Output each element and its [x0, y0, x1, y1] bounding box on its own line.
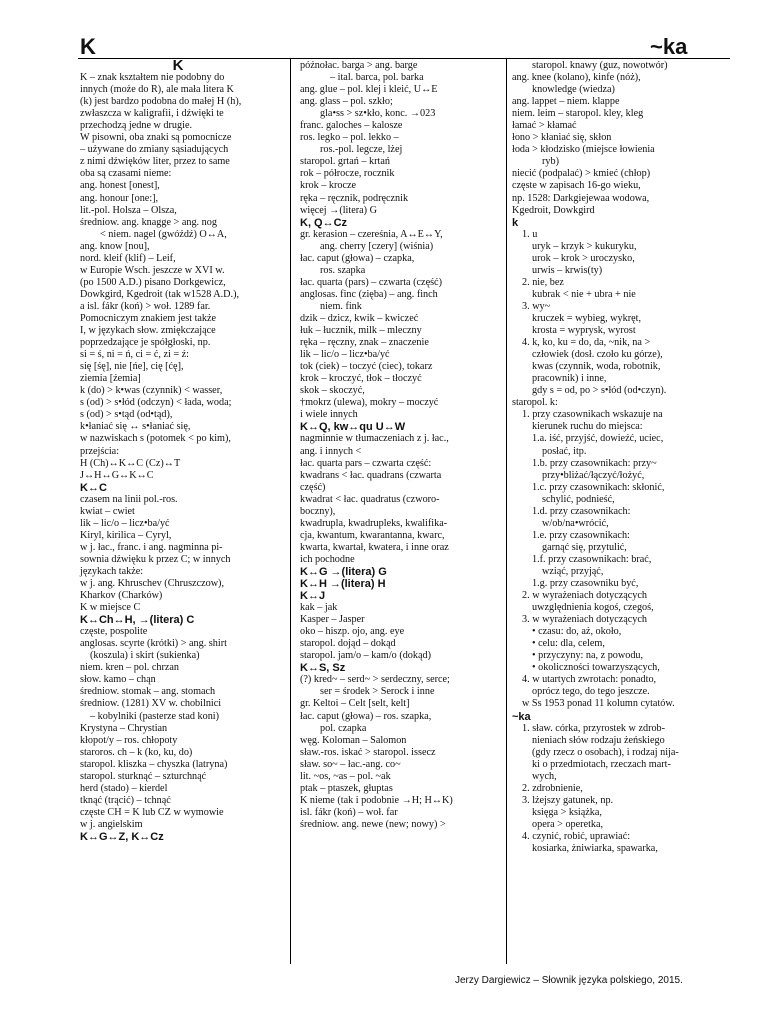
entry-line: w j. łac., franc. i ang. nagminna pi-: [80, 541, 223, 553]
entry-line: k (do) > k•was (czynnik) < wasser,: [80, 385, 223, 397]
entry-line: wych,: [532, 770, 557, 782]
entry-line: kwadrupla, kwadrupleks, kwalifika-: [300, 517, 448, 529]
entry-line: więcej →(litera) G: [300, 204, 377, 216]
entry-line: czasem na linii pol.-ros.: [80, 493, 178, 505]
entry-line: pol. czapka: [320, 722, 367, 734]
entry-line: uwzględnienia kogoś, czegoś,: [532, 602, 654, 614]
entry-line: gr. kerasion – czereśnia, A↔E↔Y,: [300, 228, 443, 240]
entry-line: w Ss 1953 ponad 11 kolumn cytatów.: [522, 698, 675, 710]
entry-line: 2. zdrobnienie,: [522, 782, 583, 794]
entry-line: s (od) > s•łód (odczyn) < łada, woda;: [80, 397, 232, 409]
entry-line: 1.d. przy czasownikach:: [532, 505, 631, 517]
entry-line: (po 1500 A.D.) pisano Dorkgewicz,: [80, 276, 226, 288]
entry-line: ki o przedmiotach, rzeczach mart-: [532, 758, 671, 770]
entry-line: ang. knee (kolano), kinfe (nóż),: [512, 72, 641, 84]
entry-line: się [śę], nie [ńe], cię [ćę],: [80, 361, 184, 373]
column-1: [80, 57, 276, 843]
entry-line: staropol. knawy (guz, nowotwór): [532, 60, 668, 71]
entry-line: sław.-ros. iskać > staropol. issecz: [300, 746, 436, 758]
section-heading: ~ka: [512, 710, 531, 723]
entry-line: ros. szapka: [320, 264, 366, 276]
entry-line: człowiek (dosł. czoło ku górze),: [532, 349, 663, 361]
entry-line: ich pochodne: [300, 553, 355, 565]
entry-line: ang. glass – pol. szkło;: [300, 96, 393, 108]
entry-line: K w miejsce C: [80, 602, 141, 614]
entry-line: staropol. grtań – krtań: [300, 156, 390, 168]
entry-line: 2. w wyrażeniach dotyczących: [522, 590, 648, 602]
entry-line: łac. caput (głowa) – ros. szapka,: [300, 710, 432, 722]
section-heading: K↔J: [300, 590, 326, 603]
entry-line: łac. caput (głowa) – czapka,: [300, 252, 415, 264]
entry-line: ang. honest [onest],: [80, 180, 160, 192]
entry-line: kwarta, kwartał, kwatera, i inne oraz: [300, 541, 449, 553]
entry-line: w j. angielskim: [80, 818, 143, 830]
entry-line: gr. Keltoi – Celt [selt, kelt]: [300, 698, 410, 710]
entry-line: krosta = wyprysk, wyrost: [532, 325, 636, 337]
entry-line: herd (stado) – kierdel: [80, 782, 168, 794]
entry-line: lit. ~os, ~as – pol. ~ak: [300, 770, 391, 782]
section-heading: K: [172, 57, 184, 74]
entry-line: niecić (podpalać) > kmieć (chłop): [512, 168, 651, 180]
entry-line: franc. galoches – kalosze: [300, 120, 403, 132]
entry-line: Pomocniczym znakiem jest także: [80, 312, 217, 324]
entry-line: Kiryl, kirilica – Cyryl,: [80, 529, 172, 541]
entry-line: staropol. kliszka – chyszka (latryna): [80, 758, 228, 770]
entry-line: nord. kleif (klif) – Leif,: [80, 252, 176, 264]
entry-line: częste CH = K lub CZ w wymowie: [80, 806, 224, 818]
entry-line: sław. so~ – łac.-ang. co~: [300, 758, 401, 770]
entry-line: częste w zapisach 16-go wieku,: [512, 180, 641, 192]
entry-line: K nieme (tak i podobnie →H; H↔K): [300, 794, 453, 806]
entry-line: ang. i innych <: [300, 445, 362, 457]
entry-line: łono > kłaniać się, skłon: [512, 132, 612, 144]
section-heading: K↔H →(litera) H: [300, 578, 386, 591]
entry-line: przejścia:: [80, 445, 120, 457]
entry-line: < niem. nagel (gwóźdź) O↔A,: [100, 228, 227, 240]
entry-line: w Europie Wsch. jeszcze w XVI w.: [80, 264, 225, 276]
entry-line: wziąć, przyjąć,: [542, 565, 604, 577]
entry-line: kierunek ruchu do miejsca:: [532, 421, 643, 433]
entry-line: słow. kamo – chąn: [80, 674, 156, 686]
entry-line: 1.g. przy czasowniku być,: [532, 578, 639, 590]
entry-line: średniow. ang. knagge > ang. nog: [80, 216, 217, 228]
entry-line: krok – kroczyć, tłok – tłoczyć: [300, 373, 422, 385]
entry-line: 1.a. iść, przyjść, dowieźć, uciec,: [532, 433, 664, 445]
entry-line: Dowkgird, Kgedroit (tak w1528 A.D.),: [80, 288, 240, 300]
entry-line: urwis – krwis(ty): [532, 264, 603, 276]
entry-line: łamać > kłamać: [512, 120, 577, 132]
entry-line: schylić, podnieść,: [542, 493, 615, 505]
entry-line: tok (ciek) – toczyć (ciec), tokarz: [300, 361, 433, 373]
entry-line: • przyczyny: na, z powodu,: [532, 650, 644, 662]
section-heading: K↔G →(litera) G: [300, 565, 387, 578]
entry-line: lit.-pol. Holsza – Olsza,: [80, 204, 177, 216]
entry-line: z nimi dźwięków liter, przez to same: [80, 156, 230, 168]
entry-line: językach także:: [80, 565, 144, 577]
entry-line: – ital. barca, pol. barka: [330, 72, 424, 84]
entry-line: 1.f. przy czasownikach: brać,: [532, 553, 652, 565]
entry-line: sownia dźwięku k przez C; w innych: [80, 553, 231, 565]
entry-line: – kobylniki (pasterze stad koni): [90, 710, 220, 722]
entry-line: część): [300, 481, 326, 493]
entry-line: łoda > kłodzisko (miejsce łowienia: [512, 144, 655, 156]
entry-line: Kgedroit, Dowkgird: [512, 204, 595, 216]
entry-line: isl. fákr (koń) – woł. far: [300, 806, 398, 818]
entry-line: przechodzą jedne w drugie.: [80, 120, 193, 132]
entry-line: staropol. dojąd – dokąd: [300, 638, 396, 650]
entry-line: średniow. ang. newe (new; nowy) >: [300, 818, 446, 830]
entry-line: częste, pospolite: [80, 626, 148, 638]
entry-line: oba są czasami nieme:: [80, 168, 172, 180]
entry-line: 1. sław. córka, przyrostek w zdrob-: [522, 722, 666, 734]
entry-line: 4. k, ko, ku = do, da, ~nik, na >: [522, 337, 651, 349]
entry-line: ang. glue – pol. klej i kleić, U↔E: [300, 84, 438, 96]
entry-line: ptak – ptaszek, głuptas: [300, 782, 393, 794]
entry-line: nieniach słów rodzaju żeńskiego: [532, 734, 665, 746]
entry-line: W pisowni, oba znaki są pomocnicze: [80, 132, 232, 144]
entry-line: ręka – ręczny, znak – znaczenie: [300, 337, 429, 349]
entry-line: ang. know [nou],: [80, 240, 150, 252]
entry-line: niem. kren – pol. chrzan: [80, 662, 180, 674]
entry-line: księga > książka,: [532, 806, 602, 818]
entry-line: urok – krok > uroczysko,: [532, 252, 635, 264]
entry-line: a isl. fákr (koń) > woł. 1289 far.: [80, 300, 211, 312]
entry-line: • czasu: do, aż, około,: [532, 626, 622, 638]
entry-line: węg. Koloman – Salomon: [300, 734, 407, 746]
entry-line: – używane do zmiany sąsiadujących: [80, 144, 229, 156]
entry-line: anglosas. finc (zięba) – ang. finch: [300, 288, 438, 300]
entry-line: w nazwiskach s (potomek < po kim),: [80, 433, 231, 445]
entry-line: rok – półrocze, rocznik: [300, 168, 395, 180]
entry-line: 3. lżejszy gatunek, np.: [522, 794, 614, 806]
entry-line: skok – skoczyć,: [300, 385, 365, 397]
entry-line: 1.b. przy czasownikach: przy~: [532, 457, 657, 469]
section-heading: K↔Q, kw↔qu U↔W: [300, 421, 406, 434]
entry-line: kwas (czynnik, woda, robotnik,: [532, 361, 661, 373]
entry-line: opera > operetka,: [532, 818, 604, 830]
entry-line: 4. czynić, robić, uprawiać:: [522, 831, 631, 842]
entry-line: anglosas. scyrte (krótki) > ang. shirt: [80, 638, 227, 650]
entry-line: tknąć (trącić) – tchnąć: [80, 794, 171, 806]
entry-line: i wiele innych: [300, 409, 358, 421]
section-heading: K↔C: [80, 481, 107, 494]
entry-line: 1.e. przy czasownikach:: [532, 529, 630, 541]
entry-line: (k) jest bardzo podobna do małej H (h),: [80, 96, 242, 108]
entry-line: innych (może do R), ale mała litera K: [80, 84, 234, 96]
entry-line: 3. wy~: [522, 300, 551, 312]
entry-line: H (Ch)↔K↔C (Cz)↔T: [80, 457, 181, 469]
entry-line: knowledge (wiedza): [532, 84, 615, 96]
entry-line: w/ob/na•wrócić,: [542, 517, 609, 529]
entry-line: np. 1528: Darkgiejewaa wodowa,: [512, 192, 650, 204]
column-divider: [506, 58, 507, 964]
column-2: [300, 60, 500, 831]
entry-line: niem. leim – staropol. kley, kleg: [512, 108, 644, 120]
entry-line: cja, kwantum, kwarantanna, kwarc,: [300, 529, 445, 541]
entry-line: staropol. k:: [512, 397, 558, 409]
entry-line: oprócz tego, do tego jeszcze.: [532, 686, 650, 698]
column-divider: [290, 58, 291, 964]
entry-line: zwłaszcza w kaligrafii, i dźwięki te: [80, 108, 224, 120]
entry-line: ros. legko – pol. lekko –: [300, 132, 399, 144]
footer-citation: Jerzy Dargiewicz – Słownik języka polskiego, 2015.: [455, 975, 683, 986]
entry-line: kłopot/y – ros. chłopoty: [80, 734, 178, 746]
entry-line: lik – lic/o – licz•ba/yć: [80, 517, 170, 529]
entry-line: 1.c. przy czasownikach: skłonić,: [532, 481, 665, 493]
entry-line: w j. ang. Khruschev (Chruszczow),: [80, 578, 224, 590]
entry-line: łac. quarta (pars) – czwarta (część): [300, 276, 442, 288]
entry-line: posłać, itp.: [542, 445, 587, 457]
entry-line: dzik – dzicz, kwik – kwiczeć: [300, 312, 419, 324]
entry-line: kruczek = wybieg, wykręt,: [532, 312, 641, 324]
entry-line: Krystyna – Chrystian: [80, 722, 168, 734]
entry-line: 2. nie, bez: [522, 276, 564, 288]
section-heading: K↔G↔Z, K↔Cz: [80, 831, 164, 843]
section-heading: K↔Ch↔H, →(litera) C: [80, 614, 195, 627]
entry-line: kak – jak: [300, 602, 338, 614]
entry-line: s (od) > s•tąd (od•tąd),: [80, 409, 173, 421]
entry-line: (koszula) i skirt (sukienka): [90, 650, 200, 662]
entry-line: ziemia [źemia]: [80, 373, 141, 385]
entry-line: późnołac. barga > ang. barge: [300, 60, 418, 71]
entry-line: k•łaniać się ↔ s•łaniać się,: [80, 421, 191, 433]
entry-line: • celu: dla, celem,: [532, 638, 605, 650]
entry-line: 1. u: [522, 228, 538, 240]
section-heading: K↔S, Sz: [300, 662, 346, 675]
entry-line: staroros. ch – k (ko, ku, do): [80, 746, 193, 758]
entry-line: przy•bliżać/łączyć/łożyć,: [542, 469, 645, 481]
entry-line: I, w językach słow. zmiękczające: [80, 325, 216, 337]
entry-line: garnąć się, przytulić,: [542, 541, 627, 553]
entry-line: nagminnie w tłumaczeniach z j. łac.,: [300, 433, 449, 445]
entry-line: ryb): [542, 156, 559, 168]
entry-line: ang. cherry [czery] (wiśnia): [320, 240, 434, 252]
entry-line: Kasper – Jasper: [300, 614, 365, 626]
section-heading: k: [512, 216, 519, 229]
entry-line: gla•ss > sz•kło, konc. →023: [320, 108, 436, 120]
entry-line: ros.-pol. legcze, lżej: [320, 144, 403, 156]
section-heading: K, Q↔Cz: [300, 216, 348, 229]
entry-line: staropol. jam/o – kam/o (dokąd): [300, 650, 431, 662]
entry-line: K – znak kształtem nie podobny do: [80, 72, 225, 84]
entry-line: (gdy rzecz o osobach), i rodzaj nija-: [532, 746, 679, 758]
entry-line: (?) kred~ – serd~ > serdeczny, serce;: [300, 674, 450, 686]
entry-line: średniow. stomak – ang. stomach: [80, 686, 216, 698]
entry-line: gdy s = od, po > s•łód (od•czyn).: [532, 385, 667, 397]
entry-line: kwadrans < łac. quadrans (czwarta: [300, 469, 442, 481]
entry-line: ang. honour [one:],: [80, 192, 159, 204]
entry-line: †mokrz (ulewa), mokry – moczyć: [300, 397, 439, 409]
entry-line: kwiat – cwiet: [80, 505, 135, 517]
entry-line: staropol. sturknąć – szturchnąć: [80, 770, 207, 782]
entry-line: J↔H↔G↔K↔C: [80, 469, 154, 481]
entry-line: • okoliczności towarzyszących,: [532, 662, 660, 674]
entry-line: łuk – łucznik, milk – mleczny: [300, 325, 422, 337]
entry-line: lik – lic/o – licz•ba/yć: [300, 349, 390, 361]
entry-line: pracownik) i inne,: [532, 373, 607, 385]
entry-line: kosiarka, żniwiarka, spawarka,: [532, 843, 658, 855]
entry-line: ręka – ręcznik, podręcznik: [300, 192, 409, 204]
entry-line: si = ś, ni = ń, ci = ć, zi = ź:: [80, 349, 189, 361]
entry-line: poprzedzające je spółgłoski, np.: [80, 337, 211, 349]
running-head-left: K: [80, 34, 96, 59]
entry-line: 4. w utartych zwrotach: ponadto,: [522, 674, 657, 686]
entry-line: łac. quarta pars – czwarta część:: [300, 457, 432, 469]
entry-line: kubrak < nie + ubra + nie: [532, 288, 636, 300]
entry-line: średniow. (1281) XV w. chobilnici: [80, 698, 222, 710]
entry-line: Kharkov (Charków): [80, 590, 163, 602]
entry-line: oko – hiszp. ojo, ang. eye: [300, 626, 405, 638]
entry-line: kwadrat < łac. quadratus (czworo-: [300, 493, 440, 505]
running-head-right: ~ka: [650, 34, 688, 59]
entry-line: ang. lappet – niem. klappe: [512, 96, 620, 108]
entry-line: uryk – krzyk > kukuryku,: [532, 240, 637, 252]
entry-line: 1. przy czasownikach wskazuje na: [522, 409, 663, 421]
entry-line: boczny),: [300, 505, 336, 517]
entry-line: krok – krocze: [300, 180, 357, 192]
entry-line: niem. fink: [320, 300, 362, 312]
entry-line: ser = środek > Serock i inne: [320, 686, 435, 698]
entry-line: 3. w wyrażeniach dotyczących: [522, 614, 648, 626]
column-3: [512, 60, 730, 855]
